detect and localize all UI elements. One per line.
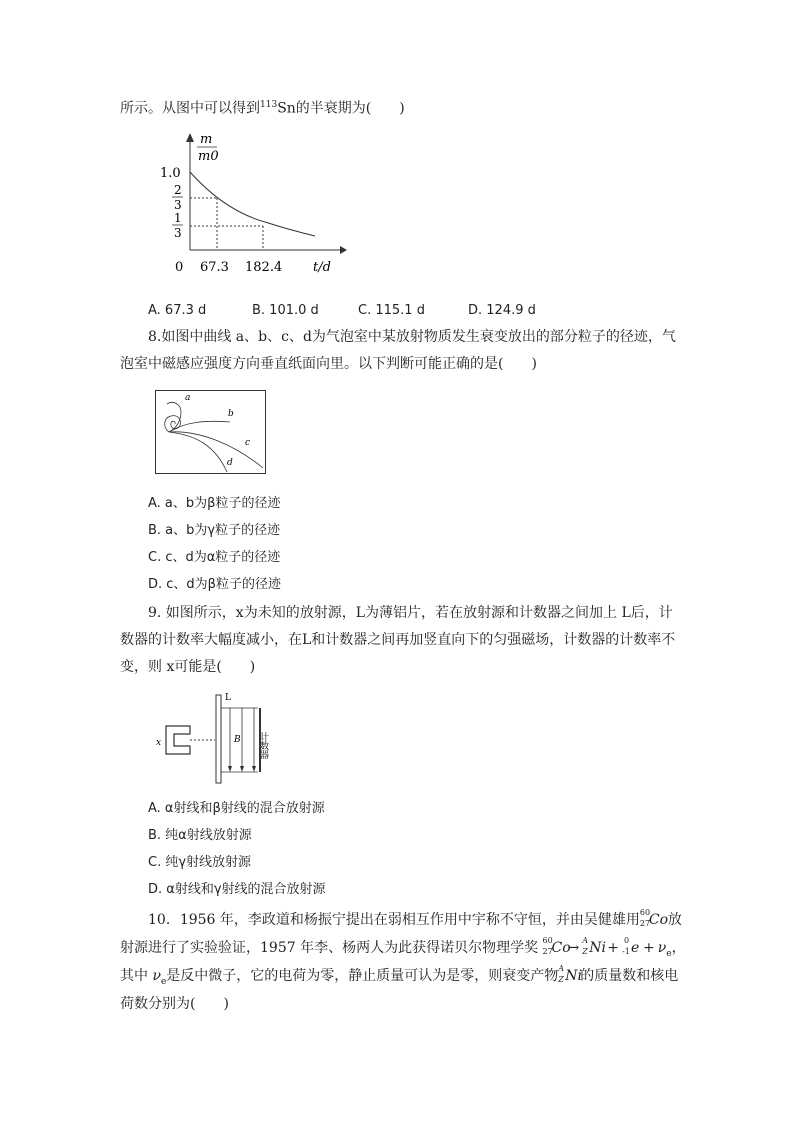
bubble-chamber-figure — [155, 390, 267, 475]
antineutrino: ν — [657, 940, 667, 956]
isotope-mass: 113 — [260, 100, 278, 110]
origin-label: 0 — [175, 260, 184, 275]
co-nuclide: 60 27 Co — [639, 908, 669, 928]
q7-option-c[interactable]: C. 115.1 d — [358, 303, 425, 318]
electron: 0 -1 e — [622, 936, 640, 956]
y-tick-2-den: 3 — [174, 198, 182, 212]
q7-intro: 所示。从图中可以得到$^{113}$Sn的半衰期为( ) — [120, 100, 405, 117]
q8-option-c[interactable]: C. c、d为α粒子的径迹 — [148, 550, 281, 565]
q10-line2: 射源进行了实验验证，1957 年李、杨两人为此获得诺贝尔物理学奖 60 27 Co → A Z Ni + 0 -1 e + $\nu_e$， — [120, 936, 686, 959]
q10-line3: 其中 $\nu_e$是反中微子，它的电荷为零，静止质量可认为是零，则衰变产物 A Z Ni 的质量数和核电 — [120, 964, 679, 987]
label-L: L — [225, 693, 231, 703]
label-counter: 计数器 — [258, 732, 268, 759]
eq-arrow: → — [567, 940, 580, 956]
track-d — [169, 432, 227, 472]
label-b: b — [228, 409, 234, 419]
q10-line1: 10．1956 年，李政道和杨振宁提出在弱相互作用中宇称不守恒，并由吴健雄用 60 27 Co 放 — [148, 908, 682, 928]
x-tick-67: 67.3 — [200, 260, 229, 275]
x-label: t/d — [313, 260, 331, 275]
decay-graph — [155, 130, 355, 280]
y-axis-arrow — [186, 133, 194, 142]
label-d: d — [227, 458, 233, 468]
x-axis-arrow — [340, 246, 347, 254]
q10-line4: 荷数分别为( ) — [120, 996, 229, 1012]
q7-option-d[interactable]: D. 124.9 d — [468, 303, 536, 318]
source-x — [166, 726, 190, 754]
ni-nuclide: A Z Ni — [582, 936, 606, 956]
label-c: c — [245, 438, 251, 448]
label-B: B — [234, 735, 241, 745]
y-tick-1: 1.0 — [160, 166, 181, 181]
aluminum-plate-L — [216, 695, 221, 783]
y-label-bottom: m0 — [198, 149, 219, 164]
q9-option-c[interactable]: C. 纯γ射线放射源 — [148, 855, 252, 870]
co-nuclide-eq: 60 27 Co — [542, 936, 571, 956]
ni-nuclide-ref: A Z Ni — [558, 964, 583, 984]
y-tick-3-den: 3 — [174, 226, 182, 240]
q8-option-d[interactable]: D. c、d为β粒子的径迹 — [148, 577, 281, 592]
q8-option-b[interactable]: B. a、b为γ粒子的径迹 — [148, 523, 281, 538]
q8-option-a[interactable]: A. a、b为β粒子的径迹 — [148, 496, 281, 511]
q7-option-b[interactable]: B. 101.0 d — [252, 303, 319, 318]
y-label-top: m — [200, 132, 213, 147]
decay-curve — [190, 172, 315, 236]
q8-line1: 8.如图中曲线 a、b、c、d为气泡室中某放射物质发生衰变放出的部分粒子的径迹，气 — [148, 329, 676, 345]
y-tick-3-num: 1 — [174, 211, 182, 225]
q8-line2: 泡室中磁感应强度方向垂直纸面向里。以下判断可能正确的是( ) — [120, 356, 537, 372]
q9-option-d[interactable]: D. α射线和γ射线的混合放射源 — [148, 882, 326, 897]
q7-option-a[interactable]: A. 67.3 d — [148, 303, 207, 318]
q9-line2: 数器的计数率大幅度减小，在L和计数器之间再加竖直向下的匀强磁场，计数器的计数率不 — [120, 632, 676, 648]
y-tick-2-num: 2 — [174, 183, 182, 197]
label-x: x — [156, 738, 162, 748]
q9-line1: 9. 如图所示，x为未知的放射源，L为薄铝片，若在放射源和计数器之间加上 L后，计 — [148, 605, 673, 621]
q9-line3: 变，则 x可能是( ) — [120, 659, 256, 675]
q9-option-a[interactable]: A. α射线和β射线的混合放射源 — [148, 801, 325, 816]
label-a: a — [185, 393, 191, 403]
x-tick-182: 182.4 — [245, 260, 283, 275]
q9-option-b[interactable]: B. 纯α射线放射源 — [148, 828, 252, 843]
counter-setup-figure — [150, 690, 280, 785]
isotope-symbol: Sn — [277, 100, 296, 117]
